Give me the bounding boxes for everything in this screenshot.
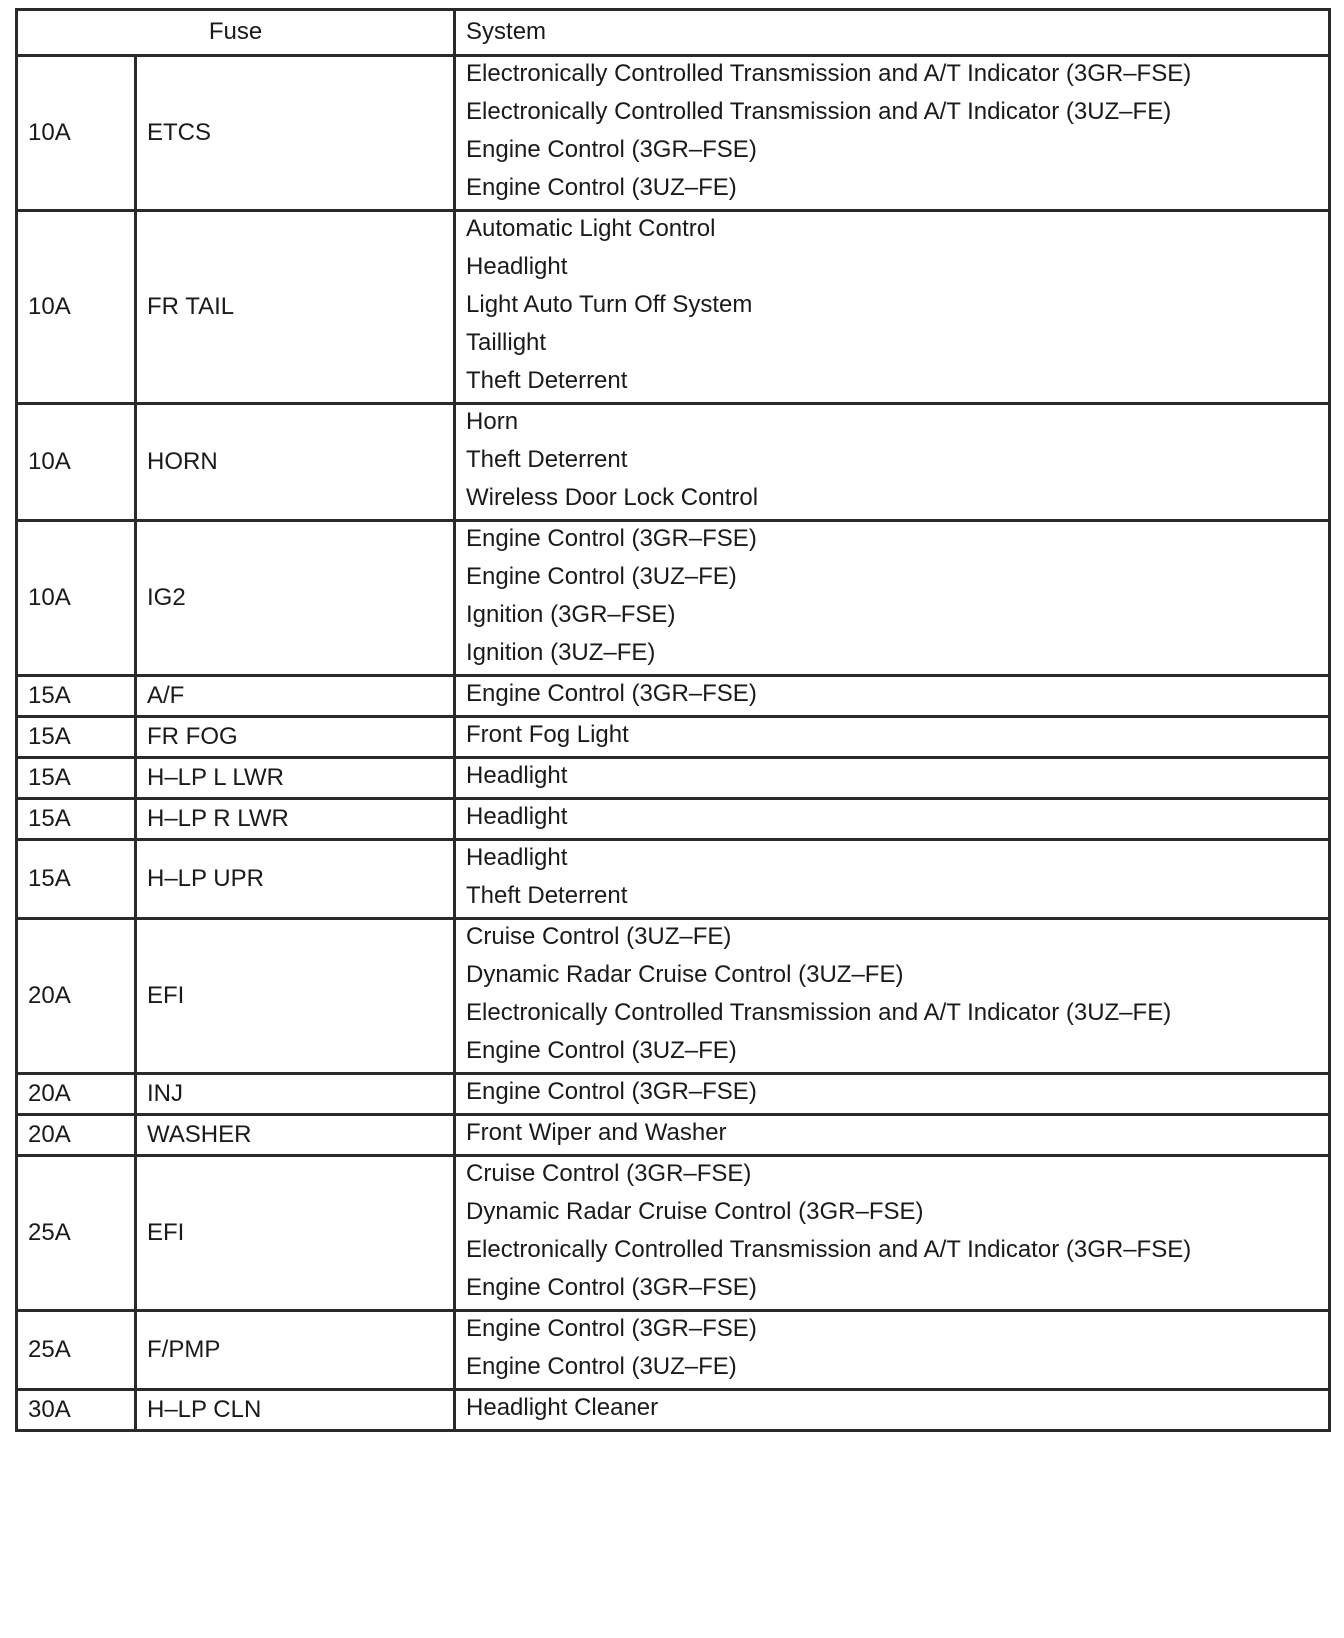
fuse-amperage: 30A bbox=[17, 1390, 136, 1431]
fuse-name: H–LP L LWR bbox=[136, 758, 455, 799]
fuse-amperage: 20A bbox=[17, 1115, 136, 1156]
table-row bbox=[17, 1156, 1330, 1311]
fuse-table-container bbox=[15, 8, 1328, 1432]
fuse-name: WASHER bbox=[136, 1115, 455, 1156]
system-item: Engine Control (3UZ–FE) bbox=[466, 174, 737, 201]
system-item: Headlight bbox=[466, 803, 568, 830]
table-row bbox=[17, 717, 1330, 758]
system-list bbox=[455, 56, 1330, 211]
fuse-name: H–LP UPR bbox=[136, 840, 455, 919]
fuse-name: HORN bbox=[136, 404, 455, 521]
fuse-name: IG2 bbox=[136, 521, 455, 676]
system-list bbox=[455, 840, 1330, 919]
table-row bbox=[17, 211, 1330, 404]
system-item: Ignition (3UZ–FE) bbox=[466, 639, 656, 666]
system-list bbox=[455, 1115, 1330, 1156]
fuse-amperage: 10A bbox=[17, 211, 136, 404]
fuse-name: H–LP CLN bbox=[136, 1390, 455, 1431]
system-item: Theft Deterrent bbox=[466, 446, 628, 473]
system-item: Front Fog Light bbox=[466, 721, 629, 748]
system-item: Engine Control (3UZ–FE) bbox=[466, 563, 737, 590]
system-item: Engine Control (3GR–FSE) bbox=[466, 525, 757, 552]
system-item: Dynamic Radar Cruise Control (3UZ–FE) bbox=[466, 961, 904, 988]
system-item: Theft Deterrent bbox=[466, 367, 628, 394]
table-row bbox=[17, 799, 1330, 840]
system-list bbox=[455, 799, 1330, 840]
fuse-amperage: 25A bbox=[17, 1311, 136, 1390]
system-item: Electronically Controlled Transmission and A/T Indicator (3GR–FSE) bbox=[466, 60, 1192, 87]
system-item: Dynamic Radar Cruise Control (3GR–FSE) bbox=[466, 1198, 924, 1225]
system-item: Taillight bbox=[466, 329, 547, 356]
fuse-amperage: 15A bbox=[17, 758, 136, 799]
system-item: Light Auto Turn Off System bbox=[466, 291, 753, 318]
system-item: Engine Control (3GR–FSE) bbox=[466, 136, 757, 163]
system-item: Headlight bbox=[466, 844, 568, 871]
fuse-table-body bbox=[17, 56, 1330, 1431]
fuse-amperage: 10A bbox=[17, 56, 136, 211]
system-item: Electronically Controlled Transmission and A/T Indicator (3GR–FSE) bbox=[466, 1236, 1192, 1263]
system-item: Engine Control (3UZ–FE) bbox=[466, 1037, 737, 1064]
fuse-name: ETCS bbox=[136, 56, 455, 211]
table-row bbox=[17, 404, 1330, 521]
system-item: Cruise Control (3UZ–FE) bbox=[466, 923, 732, 950]
system-list bbox=[455, 404, 1330, 521]
system-list bbox=[455, 1390, 1330, 1431]
system-list bbox=[455, 1156, 1330, 1311]
fuse-table bbox=[15, 8, 1331, 1432]
system-list bbox=[455, 211, 1330, 404]
system-list bbox=[455, 1074, 1330, 1115]
system-list bbox=[455, 1311, 1330, 1390]
header-system: System bbox=[455, 10, 1330, 56]
fuse-name: A/F bbox=[136, 676, 455, 717]
system-item: Front Wiper and Washer bbox=[466, 1119, 727, 1146]
fuse-amperage: 20A bbox=[17, 919, 136, 1074]
table-row bbox=[17, 676, 1330, 717]
system-item: Theft Deterrent bbox=[466, 882, 628, 909]
fuse-name: FR FOG bbox=[136, 717, 455, 758]
system-item: Cruise Control (3GR–FSE) bbox=[466, 1160, 752, 1187]
system-item: Wireless Door Lock Control bbox=[466, 484, 759, 511]
header-row bbox=[17, 10, 1330, 56]
fuse-name: EFI bbox=[136, 919, 455, 1074]
fuse-amperage: 15A bbox=[17, 840, 136, 919]
fuse-name: H–LP R LWR bbox=[136, 799, 455, 840]
system-item: Electronically Controlled Transmission and A/T Indicator (3UZ–FE) bbox=[466, 98, 1172, 125]
system-item: Electronically Controlled Transmission and A/T Indicator (3UZ–FE) bbox=[466, 999, 1172, 1026]
system-list bbox=[455, 676, 1330, 717]
table-row bbox=[17, 1311, 1330, 1390]
table-row bbox=[17, 919, 1330, 1074]
system-item: Headlight bbox=[466, 762, 568, 789]
table-row bbox=[17, 840, 1330, 919]
system-item: Headlight Cleaner bbox=[466, 1394, 659, 1421]
fuse-name: F/PMP bbox=[136, 1311, 455, 1390]
fuse-amperage: 15A bbox=[17, 799, 136, 840]
table-row bbox=[17, 1115, 1330, 1156]
system-item: Engine Control (3GR–FSE) bbox=[466, 1274, 757, 1301]
system-list bbox=[455, 717, 1330, 758]
fuse-amperage: 15A bbox=[17, 717, 136, 758]
header-fuse: Fuse bbox=[17, 10, 455, 56]
table-row bbox=[17, 758, 1330, 799]
system-list bbox=[455, 919, 1330, 1074]
fuse-amperage: 25A bbox=[17, 1156, 136, 1311]
table-row bbox=[17, 521, 1330, 676]
system-item: Headlight bbox=[466, 253, 568, 280]
fuse-amperage: 10A bbox=[17, 404, 136, 521]
system-item: Automatic Light Control bbox=[466, 215, 716, 242]
system-item: Engine Control (3UZ–FE) bbox=[466, 1353, 737, 1380]
fuse-name: FR TAIL bbox=[136, 211, 455, 404]
fuse-amperage: 10A bbox=[17, 521, 136, 676]
system-list bbox=[455, 758, 1330, 799]
fuse-amperage: 15A bbox=[17, 676, 136, 717]
system-item: Ignition (3GR–FSE) bbox=[466, 601, 676, 628]
table-row bbox=[17, 1074, 1330, 1115]
table-row bbox=[17, 56, 1330, 211]
system-item: Engine Control (3GR–FSE) bbox=[466, 1315, 757, 1342]
fuse-name: INJ bbox=[136, 1074, 455, 1115]
fuse-amperage: 20A bbox=[17, 1074, 136, 1115]
system-list bbox=[455, 521, 1330, 676]
table-row bbox=[17, 1390, 1330, 1431]
system-item: Engine Control (3GR–FSE) bbox=[466, 680, 757, 707]
fuse-name: EFI bbox=[136, 1156, 455, 1311]
system-item: Engine Control (3GR–FSE) bbox=[466, 1078, 757, 1105]
system-item: Horn bbox=[466, 408, 519, 435]
